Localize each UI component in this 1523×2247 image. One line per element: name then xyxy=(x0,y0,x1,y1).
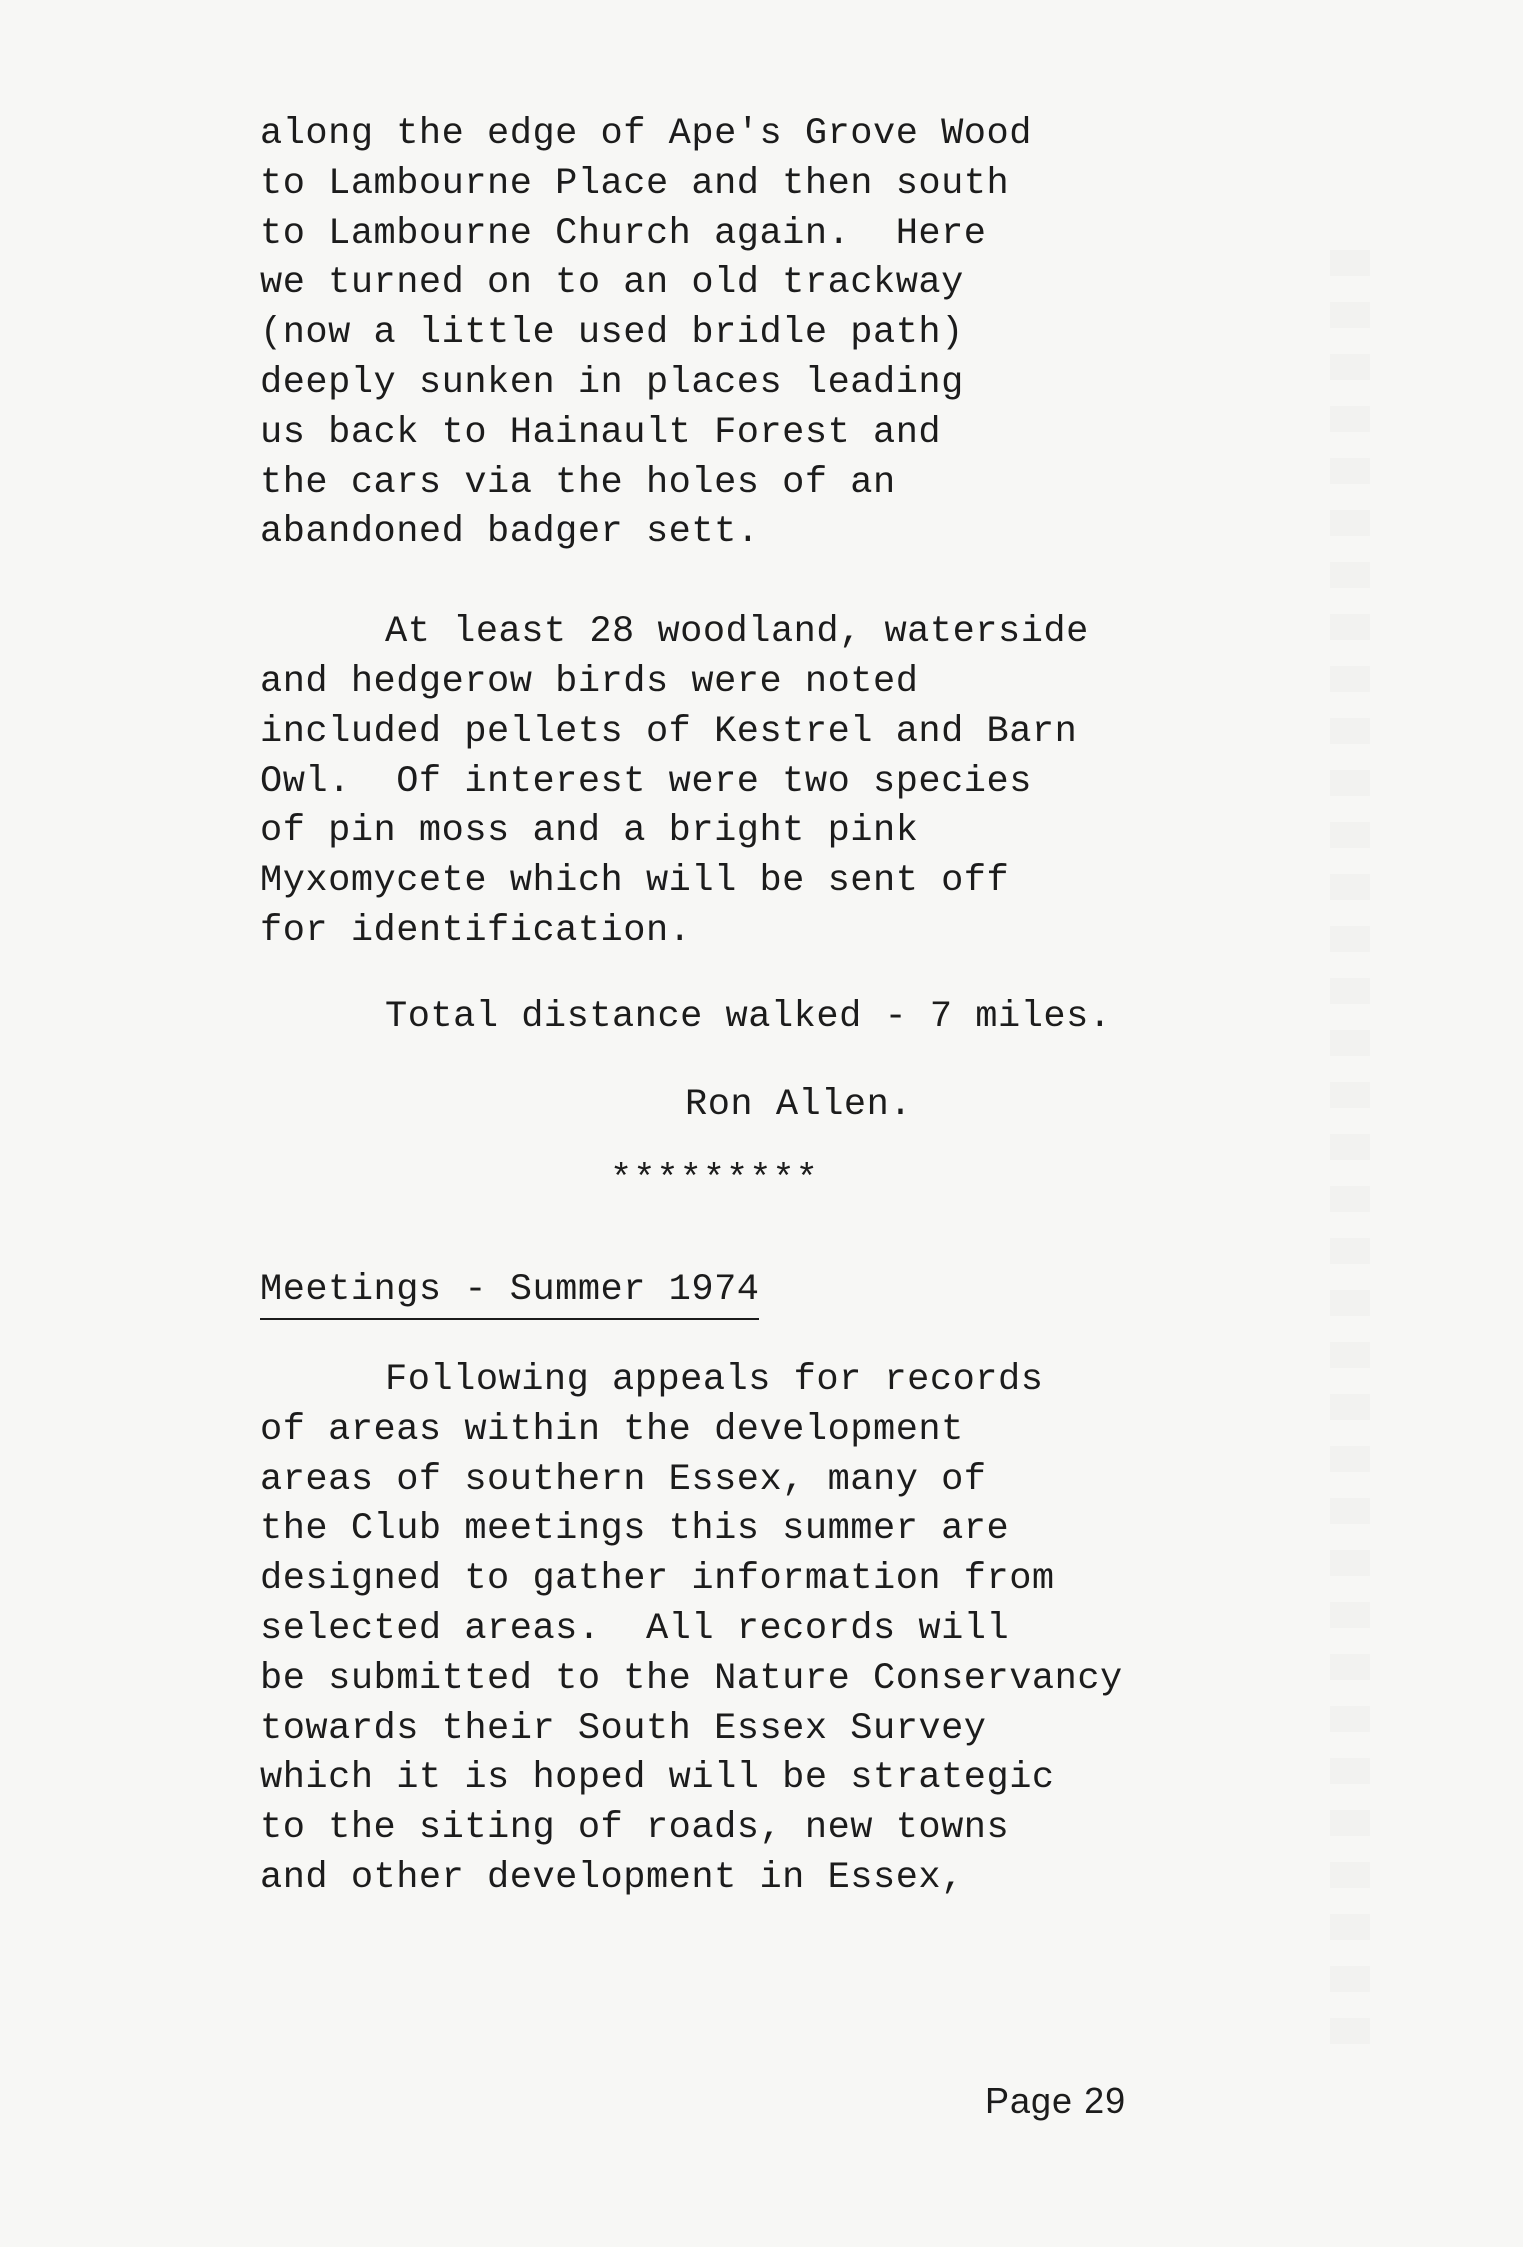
text-line: the Club meetings this summer are xyxy=(260,1508,1010,1551)
text-line: to Lambourne Place and then south xyxy=(260,162,1010,205)
text-line: and other development in Essex, xyxy=(260,1856,964,1899)
meetings-paragraph xyxy=(260,1356,1260,1904)
paragraph-spacer xyxy=(260,558,1260,608)
text-line: areas of southern Essex, many of xyxy=(260,1458,987,1501)
text-line: to the siting of roads, new towns xyxy=(260,1807,1010,1850)
text-line: Myxomycete which will be sent off xyxy=(260,860,1010,903)
reverse-side-show-through xyxy=(1330,250,1370,2050)
text-line: towards their South Essex Survey xyxy=(260,1707,987,1750)
text-line: abandoned badger sett. xyxy=(260,511,760,554)
bird-records-paragraph xyxy=(260,608,1260,957)
section-separator: ********* xyxy=(610,1159,819,1202)
walk-report-paragraph-1 xyxy=(260,110,1260,558)
text-line: to Lambourne Church again. Here xyxy=(260,212,987,255)
text-line: At least 28 woodland, waterside xyxy=(385,611,1089,654)
text-line: selected areas. All records will xyxy=(260,1607,1010,1650)
text-line: the cars via the holes of an xyxy=(260,461,896,504)
text-line: designed to gather information from xyxy=(260,1558,1055,1601)
distance-walked: Total distance walked - 7 miles. xyxy=(385,995,1112,1038)
text-line: included pellets of Kestrel and Barn xyxy=(260,710,1078,753)
text-line: we turned on to an old trackway xyxy=(260,262,964,305)
text-line: for identification. xyxy=(260,909,692,952)
text-line: us back to Hainault Forest and xyxy=(260,411,942,454)
text-line: be submitted to the Nature Conservancy xyxy=(260,1657,1123,1700)
typed-page xyxy=(260,110,1260,1904)
text-line: which it is hoped will be strategic xyxy=(260,1757,1055,1800)
text-line: deeply sunken in places leading xyxy=(260,361,964,404)
text-line: Owl. Of interest were two species xyxy=(260,760,1032,803)
text-line: (now a little used bridle path) xyxy=(260,312,964,355)
text-line: and hedgerow birds were noted xyxy=(260,660,919,703)
text-line: of pin moss and a bright pink xyxy=(260,810,919,853)
text-line: Following appeals for records xyxy=(385,1358,1044,1401)
text-line: of areas within the development xyxy=(260,1408,964,1451)
paragraph-spacer xyxy=(260,1320,1260,1356)
page-number: Page 29 xyxy=(985,2080,1127,2121)
section-heading: Meetings - Summer 1974 xyxy=(260,1266,759,1320)
author-signature: Ron Allen. xyxy=(685,1083,913,1126)
text-line: along the edge of Ape's Grove Wood xyxy=(260,113,1032,155)
paragraph-spacer xyxy=(260,957,1260,993)
